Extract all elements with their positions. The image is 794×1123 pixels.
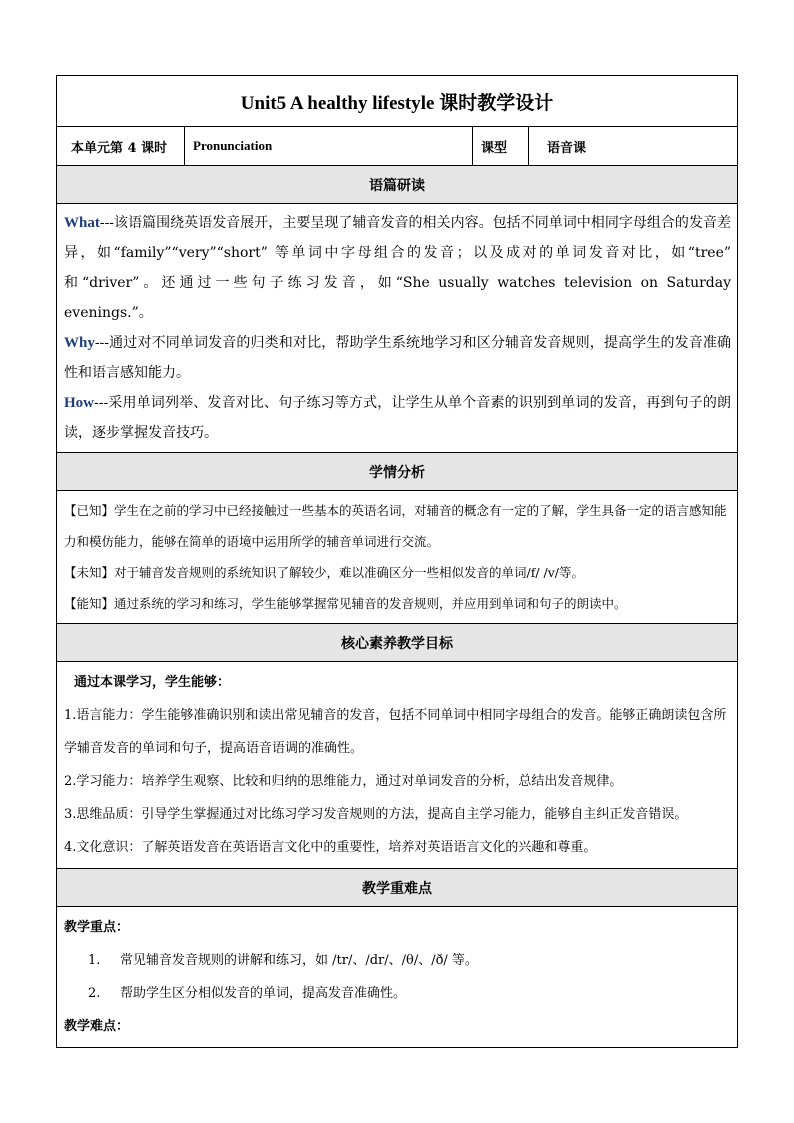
- unknown-paragraph: 【未知】对于辅音发音规则的系统知识了解较少，难以准确区分一些相似发音的单词/f/ /v/等。: [64, 565, 585, 580]
- lesson-label: 本单元第 4 课时: [57, 127, 185, 166]
- why-keyword: Why: [64, 335, 95, 351]
- goals-intro: 通过本课学习，学生能够：: [74, 675, 231, 690]
- learner-analysis-body: [57, 491, 738, 624]
- able-paragraph: 【能知】通过系统的学习和练习，学生能够掌握常见辅音的发音规则，并应用到单词和句子的朗读中。: [64, 596, 627, 611]
- key-difficult-body: [57, 907, 738, 1048]
- known-paragraph: 【已知】学生在之前的学习中已经接触过一些基本的英语名词，对辅音的概念有一定的了解，学生具备一定的语言感知能力和模仿能力，能够在简单的语境中运用所学的辅音单词进行交流。: [64, 503, 727, 549]
- goal-item: 4.文化意识：了解英语发音在英语语言文化中的重要性，培养对英语语言文化的兴趣和尊重。: [64, 840, 597, 855]
- difficult-points-label: 教学难点：: [64, 1019, 130, 1034]
- document-title: Unit5 A healthy lifestyle 课时教学设计: [57, 76, 738, 127]
- section-heading-learner-analysis: 学情分析: [57, 453, 738, 491]
- key-point-item: [64, 944, 731, 977]
- key-point-text: 帮助学生区分相似发音的单词，提高发音准确性。: [120, 986, 407, 1001]
- how-text: ---采用单词列举、发音对比、句子练习等方式，让学生从单个音素的识别到单词的发音，再到句子的朗读，逐步掌握发音技巧。: [64, 395, 732, 441]
- goal-item: 1.语言能力：学生能够准确识别和读出常见辅音的发音，包括不同单词中相同字母组合的发音。能够正确朗读包含所学辅音发音的单词和句子，提高语音语调的准确性。: [64, 708, 727, 756]
- how-keyword: How: [64, 395, 94, 411]
- goal-item: 3.思维品质：引导学生掌握通过对比练习学习发音规则的方法，提高自主学习能力，能够自主纠正发音错误。: [64, 807, 688, 822]
- how-paragraph: [64, 388, 731, 448]
- type-label: 课型: [473, 127, 529, 166]
- core-goals-body: [57, 662, 738, 869]
- section-heading-key-difficult: 教学重难点: [57, 869, 738, 907]
- lesson-value: Pronunciation: [185, 127, 473, 166]
- meta-row: [57, 127, 738, 166]
- type-value: 语音课: [529, 127, 738, 166]
- what-paragraph: [64, 208, 731, 328]
- what-text: ---该语篇围绕英语发音展开，主要呈现了辅音发音的相关内容。包括不同单词中相同字母组合的发音差异，如“family”“very”“short” 等单词中字母组合的发音；以及成对的单词发音对比，如“tree” 和“driver”。还通过一些句子练习发音，如“She usually watches television on Saturday evenings.”。: [64, 215, 732, 321]
- key-point-number: 2.: [88, 986, 101, 1001]
- goal-item: 2.学习能力：培养学生观察、比较和归纳的思维能力，通过对单词发音的分析，总结出发音规律。: [64, 774, 623, 789]
- lesson-plan-table: [56, 75, 738, 1048]
- lesson-plan-document: [56, 75, 737, 1048]
- text-analysis-body: [57, 204, 738, 453]
- key-point-text: 常见辅音发音规则的讲解和练习，如 /tr/、/dr/、/θ/、/ð/ 等。: [120, 953, 478, 968]
- section-heading-text-analysis: 语篇研读: [57, 166, 738, 204]
- why-paragraph: [64, 328, 731, 388]
- key-point-item: [64, 977, 731, 1010]
- key-points-label: 教学重点：: [64, 920, 130, 935]
- what-keyword: What: [64, 215, 100, 231]
- why-text: ---通过对不同单词发音的归类和对比，帮助学生系统地学习和区分辅音发音规则，提高学生的发音准确性和语言感知能力。: [64, 335, 732, 381]
- section-heading-core-goals: 核心素养教学目标: [57, 624, 738, 662]
- key-point-number: 1.: [88, 953, 101, 968]
